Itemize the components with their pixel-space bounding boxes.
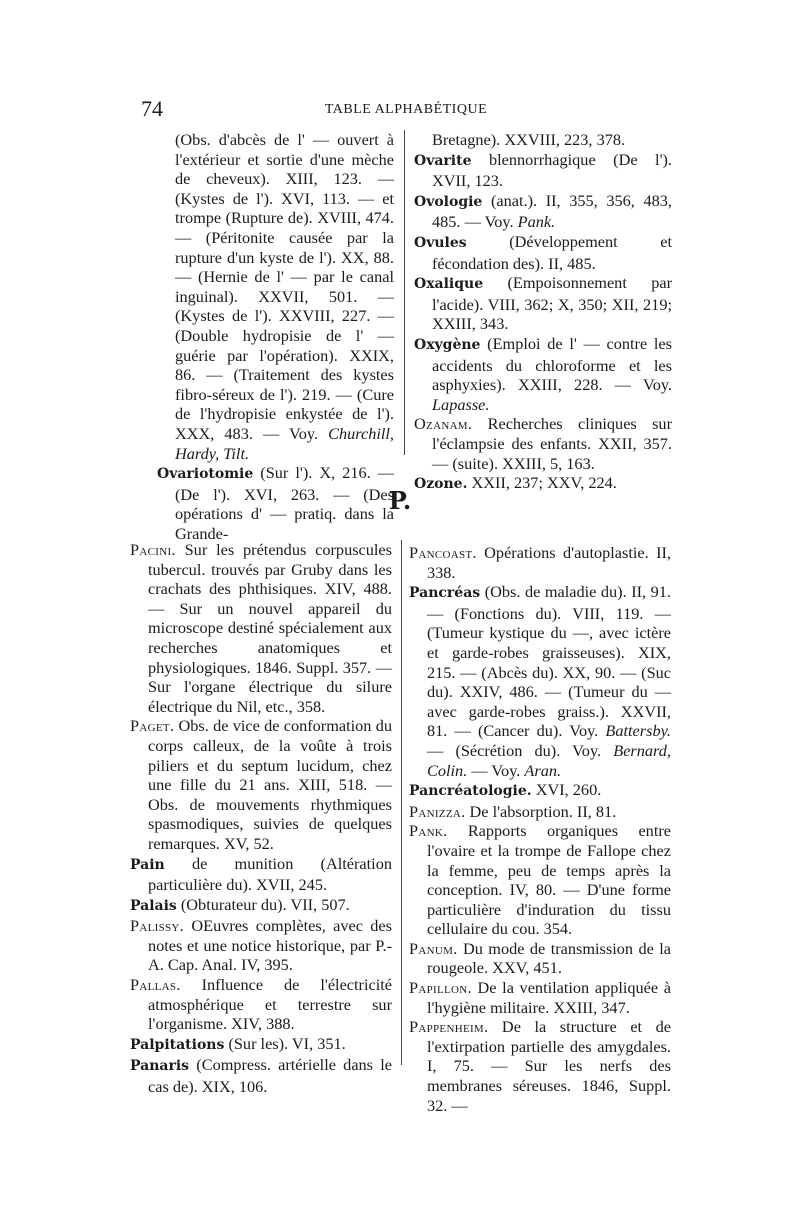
page-number: 74 (141, 96, 163, 121)
index-entry: Palissy. OEuvres complètes, avec des notes et une notice historique, par P.-A. Cap. Anal. IV, 395. (130, 916, 392, 975)
index-entry: Palpitations (Sur les). VI, 351. (130, 1033, 346, 1053)
top-left-column (157, 130, 394, 543)
entry-headword: Ovariotomie (157, 466, 254, 483)
index-entry: Pancoast. Opérations d'autoplastie. II, 338. (409, 543, 671, 582)
entry-headword: Pancoast. (409, 543, 477, 562)
index-entry: Panizza. De l'absorption. II, 81. (409, 801, 617, 821)
entry-headword: Ovules (414, 234, 467, 251)
index-entry: Paget. Obs. de vice de conformation du corps calleux, de la voûte à trois piliers et du septum lucidum, chez une fille du 21 ans. XIII, 518. — Obs. de mouvements rhythmiques spasmodiques, suivies de quelques remarques. XV, 52. (130, 716, 392, 853)
entry-headword: Paget. (130, 716, 175, 736)
entry-headword: Ovarite (414, 152, 472, 169)
bottom-right-column (409, 543, 671, 1115)
cross-reference: Lapasse. (432, 394, 490, 414)
entry-headword: Palais (130, 897, 177, 914)
cross-reference: Pank. (517, 212, 556, 232)
index-entry: Oxalique (Empoisonnement par l'acide). VIII, 362; X, 350; XII, 219; XXIII, 343. (414, 273, 672, 334)
entry-headword: Pacini. (130, 540, 176, 559)
index-entry: Pancréatologie. XVI, 260. (409, 780, 602, 800)
entry-headword: Pain (130, 856, 165, 873)
page-header (141, 96, 671, 122)
index-entry: Papillon. De la ventilation appliquée à l'hygiène militaire. XXIII, 347. (409, 978, 671, 1017)
cross-reference: Aran. (524, 760, 562, 780)
entry-headword: Pancréas (409, 585, 481, 602)
entry-headword: Panaris (130, 1058, 190, 1075)
continued-entry: Bretagne). XXVIII, 223, 378. (432, 130, 626, 149)
index-entry: Pappenheim. De la structure et de l'extirpation partielle des amygdales. I, 75. — Sur les nerfs des membranes séreuses. 1846, Suppl. 32. — (409, 1017, 671, 1115)
cross-reference: Churchill, Hardy, Tilt. (175, 423, 394, 463)
column-divider (401, 540, 402, 1065)
index-entry: Pacini. Sur les prétendus corpuscules tubercul. trouvés par Gruby dans les crachats des phthisiques. XIV, 488. — Sur un nouvel appareil du microscope destiné spécialement aux recherches anatomiques et physiologiques. 1846. Suppl. 357. — Sur l'organe électrique du silure électrique du Nil, etc., 358. (130, 540, 392, 716)
entry-headword: Pallas. (130, 975, 181, 995)
index-entry: Ozone. XXII, 237; XXV, 224. (414, 473, 617, 493)
index-entry: Ozanam. Recherches cliniques sur l'éclampsie des enfants. XXII, 357. — (suite). XXIII, 5, 163. (414, 414, 672, 473)
entry-headword: Palissy. (130, 916, 185, 936)
cross-reference: Battersby. (605, 721, 671, 741)
index-entry: Ovules (Développement et fécondation des). II, 485. (414, 231, 672, 273)
entry-headword: Panizza. (409, 801, 466, 821)
index-entry: Pank. Rapports organiques entre l'ovaire et la trompe de Fallope chez la femme, peu de temps après la conception. IV, 80. — D'une forme particulière d'induration du tissu cellulaire du cou. 354. (409, 821, 671, 939)
entry-headword: Oxalique (414, 276, 484, 293)
continued-entry: (Obs. d'abcès de l' — ouvert à l'extérieur et sortie d'une mèche de cheveux). XIII, 123. — (Kystes de l'). XVI, 113. — et trompe (Rupture de). XVIII, 474. — (Péritonite causée par la rupture d'un kyste de l'). XX, 88. — (Hernie de l' — par le canal inguinal). XXVII, 501. — (Kystes de l'). XXVIII, 227. — (Double hydropisie de l' — guérie par l'opération). XXIX, 86. — (Traitement des kystes fibro-séreux de l'). 219. — (Cure de l'hydropisie enkystée de l'). XXX, 483. — Voy. Churchill, Hardy, Tilt. (175, 130, 394, 463)
entry-headword: Panum. (409, 938, 458, 958)
cross-reference: Bernard, Colin. (427, 740, 671, 780)
entry-headword: Ozanam. (414, 414, 473, 434)
bottom-left-column (130, 540, 392, 1097)
index-entry: Pain de munition (Altération particulière du). XVII, 245. (130, 853, 392, 895)
entry-headword: Pappenheim. (409, 1017, 489, 1037)
entry-headword: Oxygène (414, 336, 481, 353)
top-right-column (414, 130, 672, 495)
entry-headword: Pank. (409, 821, 448, 841)
index-entry: Pancréas (Obs. de maladie du). II, 91. — (Fonctions du). VIII, 119. — (Tumeur kystique du —, avec ictère et garde-robes graisseuses). XIX, 215. — (Abcès du). XX, 90. — (Suc du). XXIV, 486. — (Tumeur du — avec garde-robes graiss.). XXVII, 81. — (Cancer du). Voy. Battersby. — (Sécrétion du). Voy. Bernard, Colin. — Voy. Aran. (409, 582, 671, 780)
index-entry: Oxygène (Emploi de l' — contre les accidents du chloroforme et les asphyxies). XXIII, 228. — Voy. Lapasse. (414, 333, 672, 414)
index-entry: Panum. Du mode de transmission de la rougeole. XXV, 451. (409, 938, 671, 978)
entry-headword: Palpitations (130, 1036, 225, 1053)
running-title: TABLE ALPHABÉTIQUE (324, 102, 488, 117)
index-entry: Panaris (Compress. artérielle dans le cas de). XIX, 106. (130, 1055, 392, 1097)
column-divider (404, 130, 405, 455)
index-entry: Ovologie (anat.). II, 355, 356, 483, 485. — Voy. Pank. (414, 190, 672, 232)
index-entry: Ovarite blennorrhagique (De l'). XVII, 123. (414, 149, 672, 191)
entry-headword: Papillon. (409, 978, 472, 998)
entry-headword: Ozone. (414, 476, 468, 493)
entry-headword: Pancréatologie. (409, 783, 532, 800)
entry-headword: Ovologie (414, 193, 483, 210)
index-entry: Pallas. Influence de l'électricité atmosphérique et terrestre sur l'organisme. XIV, 388. (130, 975, 392, 1034)
section-letter: P. (388, 486, 412, 515)
index-entry: Ovariotomie (Sur l'). X, 216. — (De l'). XVI, 263. — (Des opérations d' — pratiq. dans la Grande- (157, 463, 394, 543)
index-entry: Palais (Obturateur du). VII, 507. (130, 894, 350, 914)
